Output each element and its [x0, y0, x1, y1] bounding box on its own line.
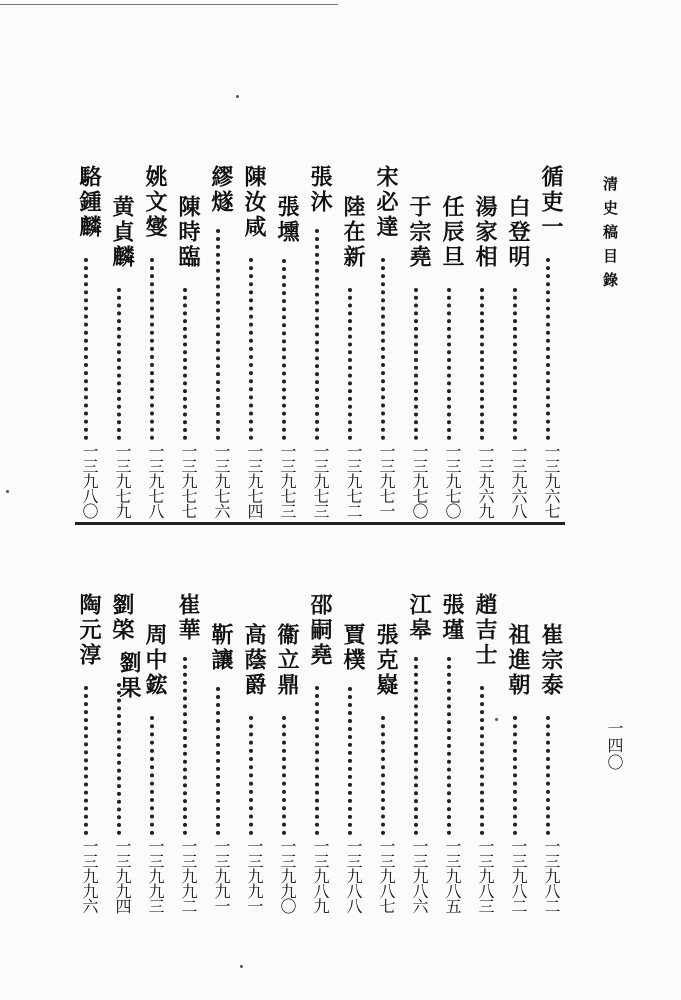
toc-entry-page: 一三九六八 — [509, 443, 528, 518]
toc-entry-page: 一三九七二 — [344, 443, 363, 518]
toc-entry-name: 張沐 — [307, 165, 333, 215]
toc-entry-note: 劉果 — [116, 651, 142, 701]
toc-entry-page: 一三九八五 — [443, 838, 462, 913]
dot-leader — [414, 288, 418, 440]
dot-leader — [546, 258, 550, 440]
scan-speck — [240, 965, 243, 968]
top-rule — [0, 4, 338, 5]
dot-leader — [249, 258, 253, 440]
dot-leader — [183, 657, 187, 835]
toc-entry-name: 湯家相 — [472, 195, 498, 270]
toc-entry-page: 一三九九四 — [113, 838, 132, 913]
page-number: 一四〇 — [605, 720, 624, 771]
dot-leader — [315, 229, 319, 440]
dot-leader — [84, 686, 88, 835]
dot-leader — [447, 288, 451, 440]
toc-entry-page: 一三九七三 — [278, 443, 297, 518]
toc-entry-page: 一三九八三 — [476, 838, 495, 913]
dot-leader — [381, 716, 385, 835]
dot-leader — [282, 716, 286, 835]
toc-entry-page: 一三九九三 — [146, 838, 165, 913]
dot-leader — [447, 657, 451, 835]
dot-leader — [480, 686, 484, 835]
toc-entry-name: 陳汝咸 — [241, 165, 267, 240]
toc-entry-page: 一三九八八 — [344, 838, 363, 913]
toc-entry-page: 一三九九六 — [80, 838, 99, 913]
toc-entry-name: 靳讓 — [208, 623, 234, 673]
dot-leader — [183, 288, 187, 440]
toc-entry-name: 邵嗣堯 — [307, 593, 333, 668]
toc-entry-name: 白登明 — [505, 195, 531, 270]
toc-entry-page: 一三九九一 — [245, 838, 264, 913]
toc-entry-name: 衞立鼎 — [274, 623, 300, 698]
toc-entry-name: 陳時臨 — [175, 195, 201, 270]
toc-entry-page: 一三九七七 — [179, 443, 198, 518]
toc-entry-page: 一三九七六 — [212, 443, 231, 518]
toc-entry-page: 一三九八二 — [542, 838, 561, 913]
toc-entry-name: 江皋 — [406, 593, 432, 643]
dot-leader — [315, 686, 319, 835]
dot-leader — [282, 259, 286, 440]
dot-leader — [249, 716, 253, 835]
dot-leader — [414, 657, 418, 835]
toc-entry-name: 宋必達 — [373, 165, 399, 240]
toc-entry-name: 周中鋐 — [142, 623, 168, 698]
dot-leader — [513, 716, 517, 835]
section-divider — [75, 522, 565, 525]
toc-entry-name: 張瑾 — [439, 593, 465, 643]
toc-entry-name: 陸在新 — [340, 195, 366, 270]
toc-entry-name: 任辰旦 — [439, 195, 465, 270]
dot-leader — [117, 288, 121, 440]
toc-entry-page: 一三九七〇 — [443, 443, 462, 518]
dot-leader — [117, 683, 121, 835]
scan-speck — [6, 490, 9, 493]
toc-entry-page: 一三九七四 — [245, 443, 264, 518]
dot-leader — [480, 288, 484, 440]
dot-leader — [348, 288, 352, 440]
toc-entry-page: 一三九七九 — [113, 443, 132, 518]
toc-entry-page: 一三九六七 — [542, 443, 561, 518]
dot-leader — [546, 716, 550, 835]
toc-entry-name: 張克嶷 — [373, 623, 399, 698]
toc-entry-name: 黄貞麟 — [109, 195, 135, 270]
scan-speck — [236, 95, 239, 98]
toc-entry-name: 駱鍾麟 — [76, 165, 102, 240]
dot-leader — [348, 687, 352, 835]
toc-entry-page: 一三九七〇 — [410, 443, 429, 518]
toc-entry-name: 崔華 — [175, 593, 201, 643]
toc-entry-page: 一三九八六 — [410, 838, 429, 913]
toc-entry-name: 于宗堯 — [406, 195, 432, 270]
toc-entry-page: 一三九八七 — [377, 838, 396, 913]
toc-entry-name: 繆燧 — [208, 165, 234, 215]
toc-entry-name: 張壎 — [274, 195, 300, 245]
toc-entry-page: 一三九八九 — [311, 838, 330, 913]
dot-leader — [216, 687, 220, 835]
toc-entry-page: 一三九九二 — [179, 838, 198, 913]
toc-entry-page: 一三九七一 — [377, 443, 396, 518]
dot-leader — [150, 258, 154, 440]
toc-entry-page: 一三九八〇 — [80, 443, 99, 518]
toc-entry-page: 一三九九〇 — [278, 838, 297, 913]
dot-leader — [150, 716, 154, 835]
dot-leader — [513, 288, 517, 440]
toc-entry-name: 高蔭爵 — [241, 623, 267, 698]
dot-leader — [381, 258, 385, 440]
toc-entry-name: 崔宗泰 — [538, 623, 564, 698]
running-header: 清史稿目錄 — [601, 176, 619, 296]
dot-leader — [216, 229, 220, 440]
toc-entry-name: 循吏一 — [538, 165, 564, 240]
toc-entry-name: 趙吉士 — [472, 593, 498, 668]
scan-speck — [495, 718, 498, 721]
toc-entry-name: 姚文燮 — [142, 165, 168, 240]
toc-entry-page: 一三九八二 — [509, 838, 528, 913]
dot-leader — [84, 258, 88, 440]
toc-entry-name: 賈樸 — [340, 623, 366, 673]
toc-entry-page: 一三九七八 — [146, 443, 165, 518]
toc-entry-name: 祖進朝 — [505, 623, 531, 698]
toc-entry-page: 一三九七三 — [311, 443, 330, 518]
toc-entry-page: 一三九六九 — [476, 443, 495, 518]
toc-entry-name: 劉棨 — [109, 593, 135, 643]
toc-entry-page: 一三九九一 — [212, 838, 231, 913]
toc-entry-name: 陶元淳 — [76, 593, 102, 668]
